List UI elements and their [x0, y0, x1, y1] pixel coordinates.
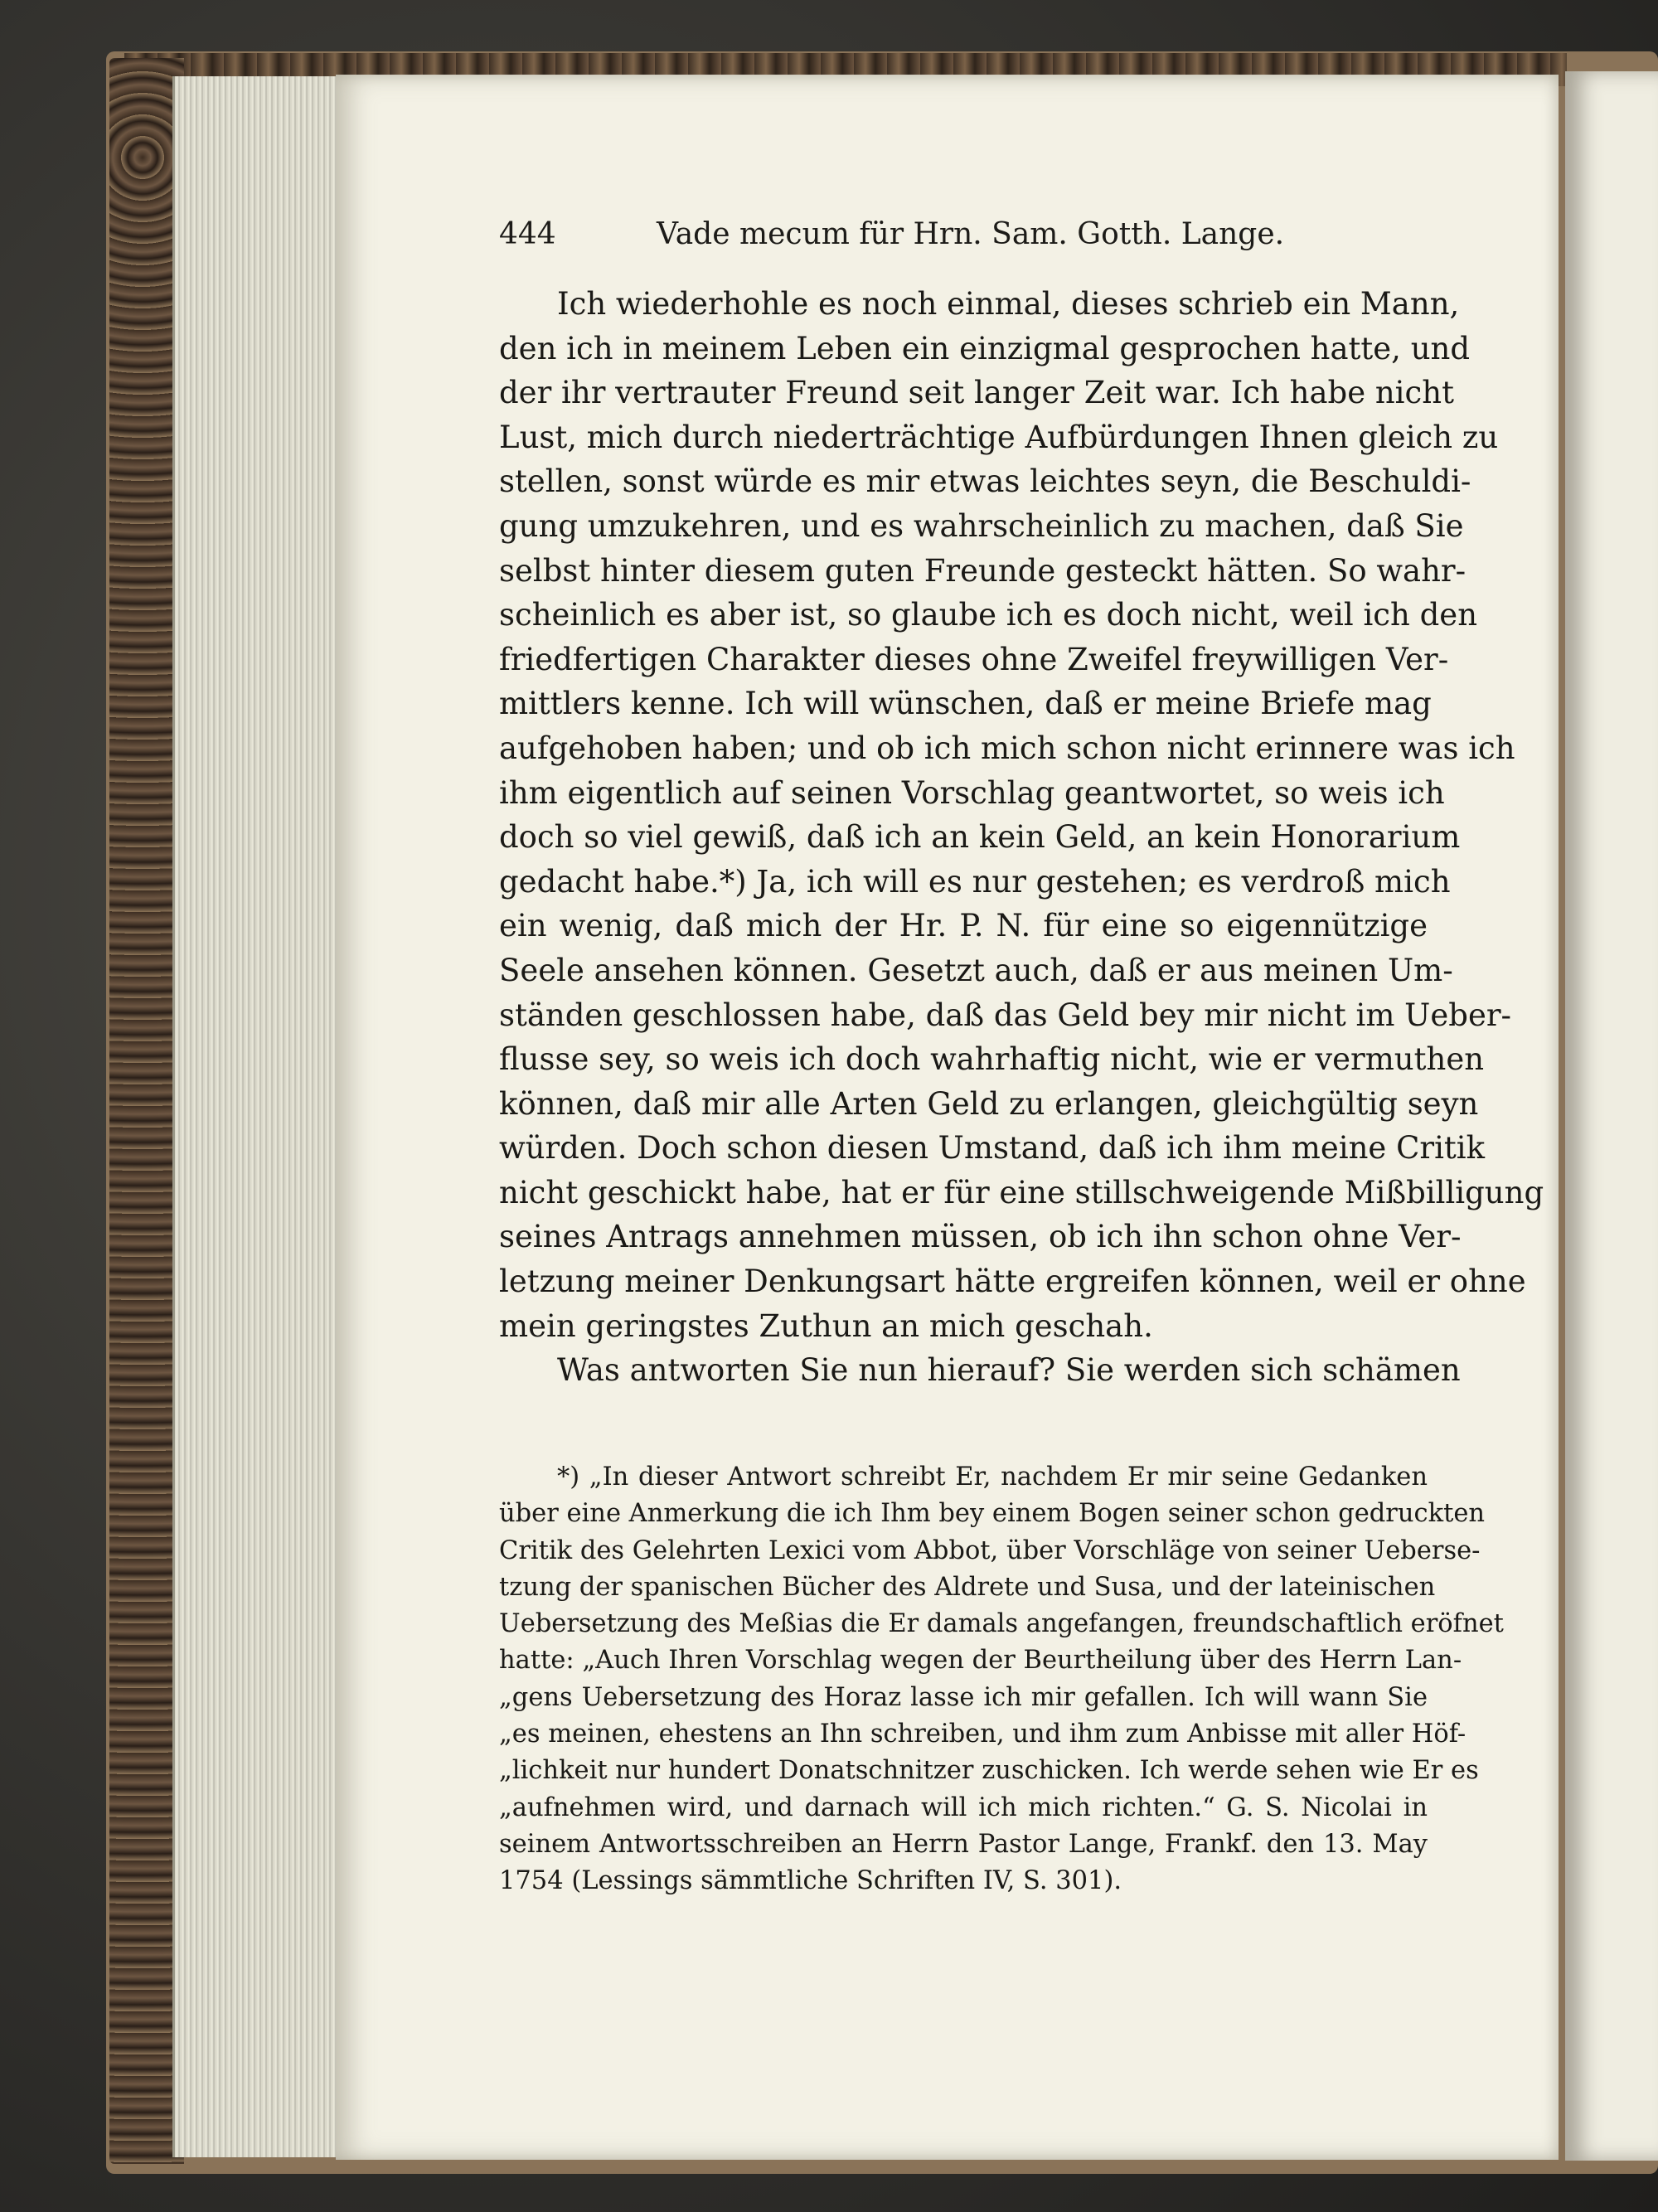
page-header — [499, 217, 1285, 259]
body-line: aufgehoben haben; und ob ich mich schon nicht erinnere was ich — [499, 730, 1515, 766]
body-line: nicht geschickt habe, hat er für eine stillschweigende Mißbilligung — [499, 1174, 1544, 1210]
footnote-line: „es meinen, ehestens an Ihn schreiben, und ihm zum Anbisse mit aller Höf- — [499, 1720, 1467, 1749]
body-line: stellen, sonst würde es mir etwas leichtes seyn, die Beschuldi- — [499, 463, 1471, 500]
body-line: ein wenig, daß mich der Hr. P. N. für eine so eigennützige — [499, 908, 1428, 944]
body-line: mein geringstes Zuthun an mich geschah. — [499, 1307, 1153, 1344]
body-line: ständen geschlossen habe, daß das Geld bey mir nicht im Ueber- — [499, 997, 1512, 1033]
body-line: Was antworten Sie nun hierauf? Sie werden sich schämen — [557, 1352, 1461, 1389]
footnote-line: Critik des Gelehrten Lexici vom Abbot, über Vorschläge von seiner Ueberse- — [499, 1535, 1481, 1565]
body-line: selbst hinter diesem guten Freunde gesteckt hätten. So wahr- — [499, 552, 1467, 589]
footnote-line: tzung der spanischen Bücher des Aldrete und Susa, und der lateinischen — [499, 1572, 1436, 1602]
footnote — [499, 1459, 1504, 1900]
facing-page — [1565, 71, 1658, 2161]
body-line: friedfertigen Charakter dieses ohne Zweifel freywilligen Ver- — [499, 641, 1449, 677]
body-line: letzung meiner Denkungsart hätte ergreifen können, weil er ohne — [499, 1264, 1526, 1300]
body-line: scheinlich es aber ist, so glaube ich es doch nicht, weil ich den — [499, 597, 1478, 633]
body-line: gung umzukehren, und es wahrscheinlich zu machen, daß Sie — [499, 507, 1464, 544]
body-line: Ich wiederhohle es noch einmal, dieses schrieb ein Mann, — [557, 286, 1460, 322]
body-line: können, daß mir alle Arten Geld zu erlangen, gleichgültig seyn — [499, 1085, 1479, 1122]
footnote-line: „lichkeit nur hundert Donatschnitzer zuschicken. Ich werde sehen wie Er es — [499, 1756, 1479, 1786]
body-line: mittlers kenne. Ich will wünschen, daß er meine Briefe mag — [499, 686, 1432, 722]
body-line: der ihr vertrauter Freund seit langer Zeit war. Ich habe nicht — [499, 375, 1454, 411]
body-text — [499, 282, 1544, 1393]
body-line: würden. Doch schon diesen Umstand, daß ich ihm meine Critik — [499, 1130, 1486, 1167]
footnote-line: über eine Anmerkung die ich Ihm bey einem Bogen seiner schon gedruckten — [499, 1499, 1486, 1529]
body-line: Seele ansehen können. Gesetzt auch, daß er aus meinen Um- — [499, 952, 1453, 988]
body-line: seines Antrags annehmen müssen, ob ich ihn schon ohne Ver- — [499, 1219, 1462, 1255]
footnote-line: Uebersetzung des Meßias die Er damals angefangen, freundschaftlich eröfnet — [499, 1609, 1504, 1639]
page-number: 444 — [499, 217, 556, 251]
body-line: Lust, mich durch niederträchtige Aufbürdungen Ihnen gleich zu — [499, 419, 1499, 455]
body-line: ihm eigentlich auf seinen Vorschlag geantwortet, so weis ich — [499, 774, 1445, 811]
body-line: doch so viel gewiß, daß ich an kein Geld, an kein Honorarium — [499, 819, 1461, 856]
body-line: den ich in meinem Leben ein einzigmal gesprochen hatte, und — [499, 330, 1471, 366]
footnote-line: *) „In dieser Antwort schreibt Er, nachdem Er mir seine Gedanken — [557, 1463, 1428, 1492]
running-head: Vade mecum für Hrn. Sam. Gotth. Lange. — [657, 217, 1285, 251]
footnote-line: hatte: „Auch Ihren Vorschlag wegen der Beurtheilung über des Herrn Lan- — [499, 1646, 1462, 1676]
footnote-line: „gens Uebersetzung des Horaz lasse ich mir gefallen. Ich will wann Sie — [499, 1682, 1428, 1712]
footnote-line: „aufnehmen wird, und darnach will ich mich richten.“ G. S. Nicolai in — [499, 1792, 1428, 1822]
page-stack-edge — [172, 76, 341, 2157]
body-line: gedacht habe.*) Ja, ich will es nur gestehen; es verdroß mich — [499, 863, 1451, 900]
body-line: flusse sey, so weis ich doch wahrhaftig nicht, wie er vermuthen — [499, 1041, 1485, 1078]
footnote-line: 1754 (Lessings sämmtliche Schriften IV, S. 301). — [499, 1866, 1122, 1896]
footnote-line: seinem Antwortsschreiben an Herrn Pastor Lange, Frankf. den 13. May — [499, 1829, 1428, 1859]
